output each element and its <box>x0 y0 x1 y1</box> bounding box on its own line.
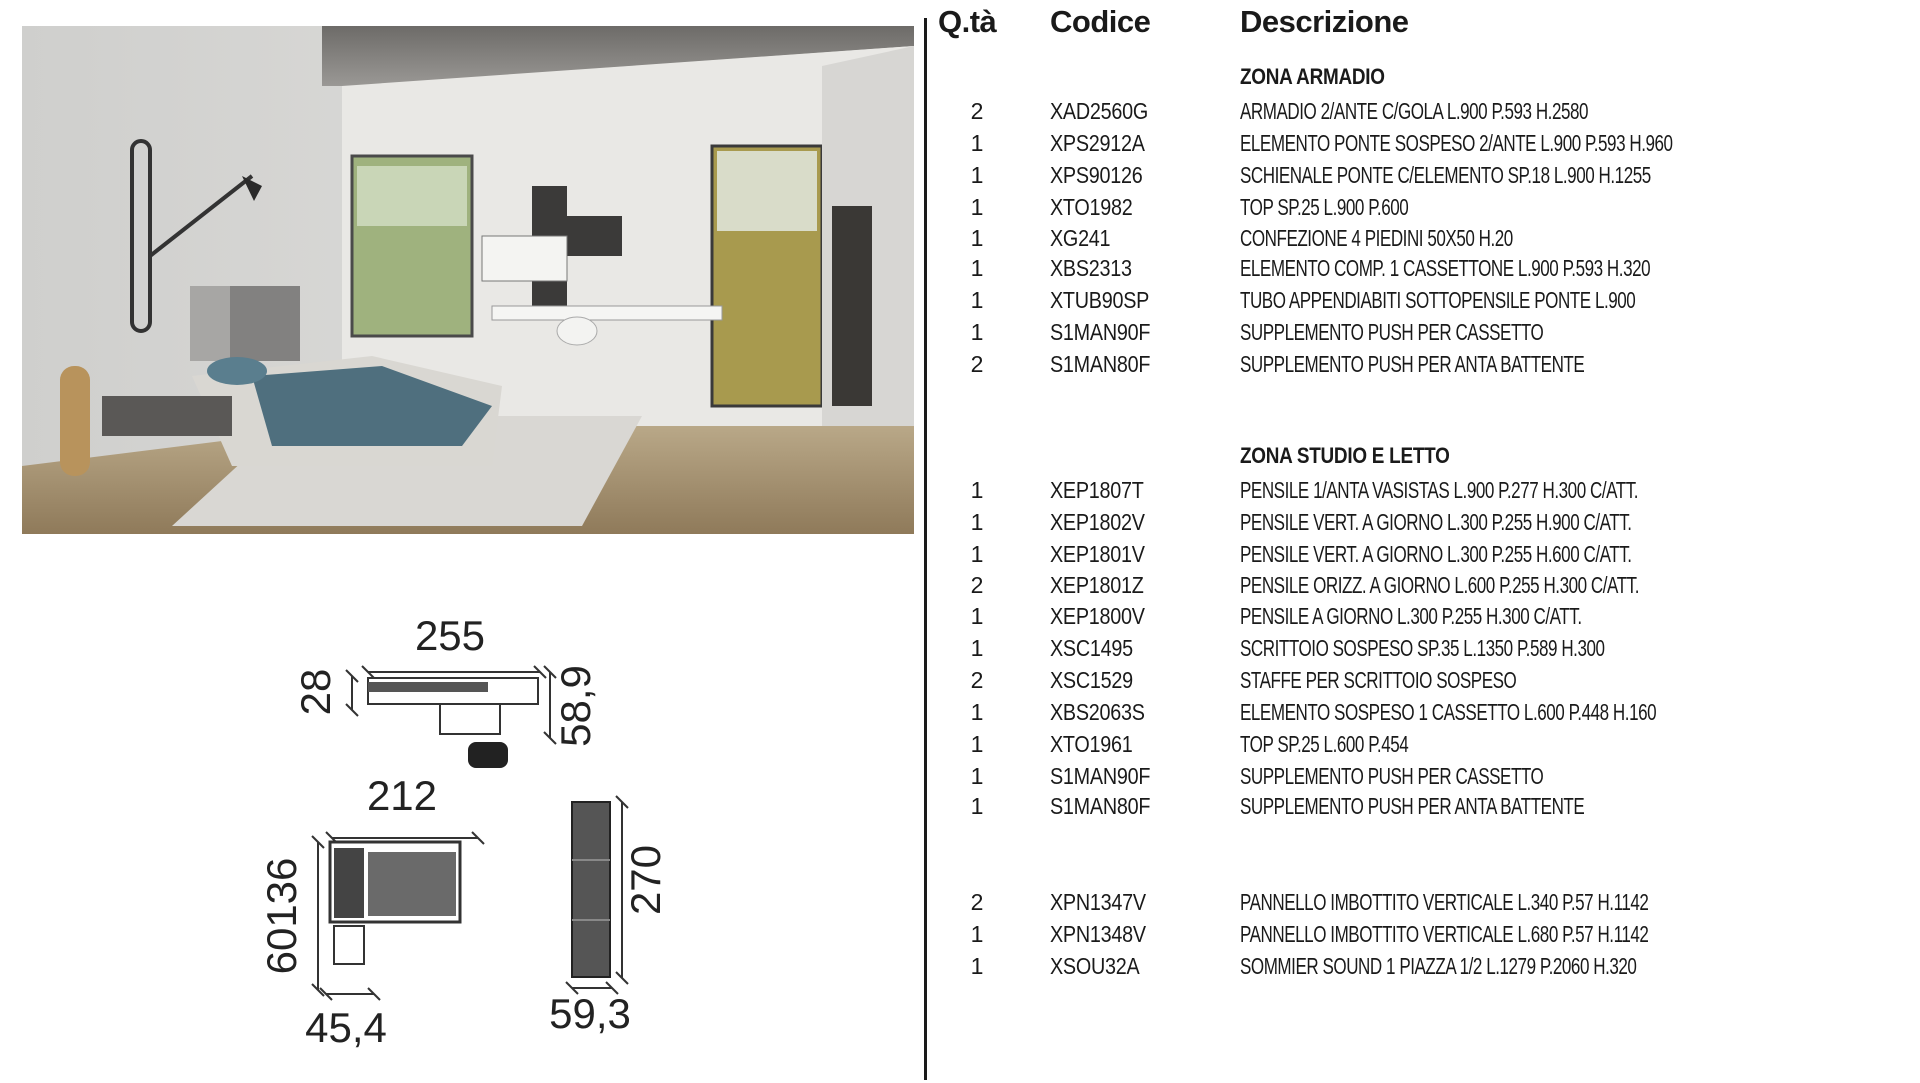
row-code: XPN1347V <box>1050 889 1146 915</box>
table-row <box>938 348 1908 380</box>
table-row <box>938 569 1908 601</box>
dim-wardrobe-depth: 59,3 <box>549 990 631 1037</box>
bedroom-photo <box>22 26 914 534</box>
row-code: XPS2912A <box>1050 130 1145 156</box>
row-code: XBS2313 <box>1050 255 1132 281</box>
table-row <box>938 696 1908 728</box>
row-code: XSOU32A <box>1050 953 1140 979</box>
row-qty: 1 <box>970 130 984 156</box>
row-qty: 1 <box>970 225 984 251</box>
row-code: XG241 <box>1050 225 1111 251</box>
row-code: XEP1802V <box>1050 509 1145 535</box>
zone-studio-title: ZONA STUDIO E LETTO <box>1240 443 1450 468</box>
table-row <box>938 222 1908 254</box>
row-code: S1MAN80F <box>1050 351 1151 377</box>
row-description: SUPPLEMENTO PUSH PER CASSETTO <box>1240 319 1544 345</box>
row-code: XEP1807T <box>1050 477 1144 503</box>
row-code: XEP1800V <box>1050 603 1145 629</box>
row-code: XBS2063S <box>1050 699 1145 725</box>
row-description: SUPPLEMENTO PUSH PER ANTA BATTENTE <box>1240 351 1585 377</box>
row-description: SCRITTOIO SOSPESO SP.35 L.1350 P.589 H.300 <box>1240 635 1605 661</box>
row-description: TUBO APPENDIABITI SOTTOPENSILE PONTE L.900 <box>1240 287 1636 313</box>
table-row <box>938 506 1908 538</box>
row-description: SUPPLEMENTO PUSH PER CASSETTO <box>1240 763 1544 789</box>
table-row <box>938 664 1908 696</box>
row-description: SCHIENALE PONTE C/ELEMENTO SP.18 L.900 H.1255 <box>1240 162 1651 188</box>
table-row <box>938 886 1908 918</box>
floor-plan <box>250 610 710 1060</box>
row-description: TOP SP.25 L.900 P.600 <box>1240 194 1409 220</box>
row-qty: 2 <box>970 351 984 377</box>
table-row <box>938 728 1908 760</box>
row-code: XAD2560G <box>1050 98 1148 124</box>
row-qty: 1 <box>970 255 984 281</box>
row-code: S1MAN90F <box>1050 763 1151 789</box>
row-description: ELEMENTO SOSPESO 1 CASSETTO L.600 P.448 H.160 <box>1240 699 1657 725</box>
row-code: S1MAN90F <box>1050 319 1151 345</box>
row-qty: 1 <box>970 319 984 345</box>
table-row <box>938 159 1908 191</box>
dim-desk-depth: 28 <box>292 668 339 716</box>
row-description: PENSILE VERT. A GIORNO L.300 P.255 H.600 C/ATT. <box>1240 541 1632 567</box>
table-row <box>938 918 1908 950</box>
row-qty: 1 <box>970 194 984 220</box>
row-description: ARMADIO 2/ANTE C/GOLA L.900 P.593 H.2580 <box>1240 98 1589 124</box>
row-description: ELEMENTO COMP. 1 CASSETTONE L.900 P.593 H.320 <box>1240 255 1651 281</box>
row-qty: 2 <box>970 667 984 693</box>
table-row <box>938 127 1908 159</box>
table-row <box>938 600 1908 632</box>
row-code: XPN1348V <box>1050 921 1146 947</box>
header-qty: Q.tà <box>938 4 997 39</box>
row-qty: 1 <box>970 793 984 819</box>
row-description: PENSILE ORIZZ. A GIORNO L.600 P.255 H.300 C/ATT. <box>1240 572 1640 598</box>
row-qty: 2 <box>970 572 984 598</box>
row-description: PENSILE 1/ANTA VASISTAS L.900 P.277 H.300 C/ATT. <box>1240 477 1639 503</box>
table-row <box>938 760 1908 792</box>
row-code: XPS90126 <box>1050 162 1143 188</box>
row-description: PENSILE A GIORNO L.300 P.255 H.300 C/ATT. <box>1240 603 1582 629</box>
row-qty: 1 <box>970 953 984 979</box>
row-code: XSC1529 <box>1050 667 1133 693</box>
table-row <box>938 538 1908 570</box>
row-description: ELEMENTO PONTE SOSPESO 2/ANTE L.900 P.593 H.960 <box>1240 130 1673 156</box>
table-row <box>938 284 1908 316</box>
column-divider <box>924 18 927 1080</box>
row-qty: 1 <box>970 635 984 661</box>
row-qty: 1 <box>970 699 984 725</box>
row-code: XSC1495 <box>1050 635 1133 661</box>
row-code: S1MAN80F <box>1050 793 1151 819</box>
dim-bed-foot: 45,4 <box>305 1004 387 1051</box>
row-qty: 1 <box>970 921 984 947</box>
table-row <box>938 252 1908 284</box>
dim-wardrobe-length: 270 <box>622 844 669 916</box>
table-row <box>938 474 1908 506</box>
row-description: TOP SP.25 L.600 P.454 <box>1240 731 1409 757</box>
row-qty: 2 <box>970 889 984 915</box>
row-qty: 2 <box>970 98 984 124</box>
parts-list <box>938 0 1908 1083</box>
row-code: XTUB90SP <box>1050 287 1150 313</box>
row-qty: 1 <box>970 603 984 629</box>
dim-desk-width: 255 <box>414 612 486 659</box>
row-qty: 1 <box>970 287 984 313</box>
zone-armadio-title: ZONA ARMADIO <box>1240 64 1385 89</box>
dim-bed-width: 212 <box>366 772 438 819</box>
row-qty: 1 <box>970 477 984 503</box>
row-qty: 1 <box>970 763 984 789</box>
table-row <box>938 790 1908 822</box>
table-row <box>938 191 1908 223</box>
row-code: XTO1982 <box>1050 194 1133 220</box>
table-row <box>938 316 1908 348</box>
row-qty: 1 <box>970 731 984 757</box>
table-row <box>938 632 1908 664</box>
header-description: Descrizione <box>1240 4 1409 39</box>
dim-bed-length: 60136 <box>258 857 305 975</box>
row-code: XTO1961 <box>1050 731 1133 757</box>
row-qty: 1 <box>970 509 984 535</box>
row-qty: 1 <box>970 162 984 188</box>
row-description: SOMMIER SOUND 1 PIAZZA 1/2 L.1279 P.2060 H.320 <box>1240 953 1637 979</box>
row-description: SUPPLEMENTO PUSH PER ANTA BATTENTE <box>1240 793 1585 819</box>
row-description: STAFFE PER SCRITTOIO SOSPESO <box>1240 667 1517 693</box>
table-row <box>938 950 1908 982</box>
row-code: XEP1801Z <box>1050 572 1144 598</box>
row-qty: 1 <box>970 541 984 567</box>
dim-desk-side: 58,9 <box>552 665 599 747</box>
table-row <box>938 95 1908 127</box>
row-code: XEP1801V <box>1050 541 1145 567</box>
row-description: CONFEZIONE 4 PIEDINI 50X50 H.20 <box>1240 225 1513 251</box>
header-code: Codice <box>1050 4 1151 39</box>
row-description: PENSILE VERT. A GIORNO L.300 P.255 H.900 C/ATT. <box>1240 509 1632 535</box>
row-description: PANNELLO IMBOTTITO VERTICALE L.340 P.57 H.1142 <box>1240 889 1649 915</box>
row-description: PANNELLO IMBOTTITO VERTICALE L.680 P.57 H.1142 <box>1240 921 1649 947</box>
